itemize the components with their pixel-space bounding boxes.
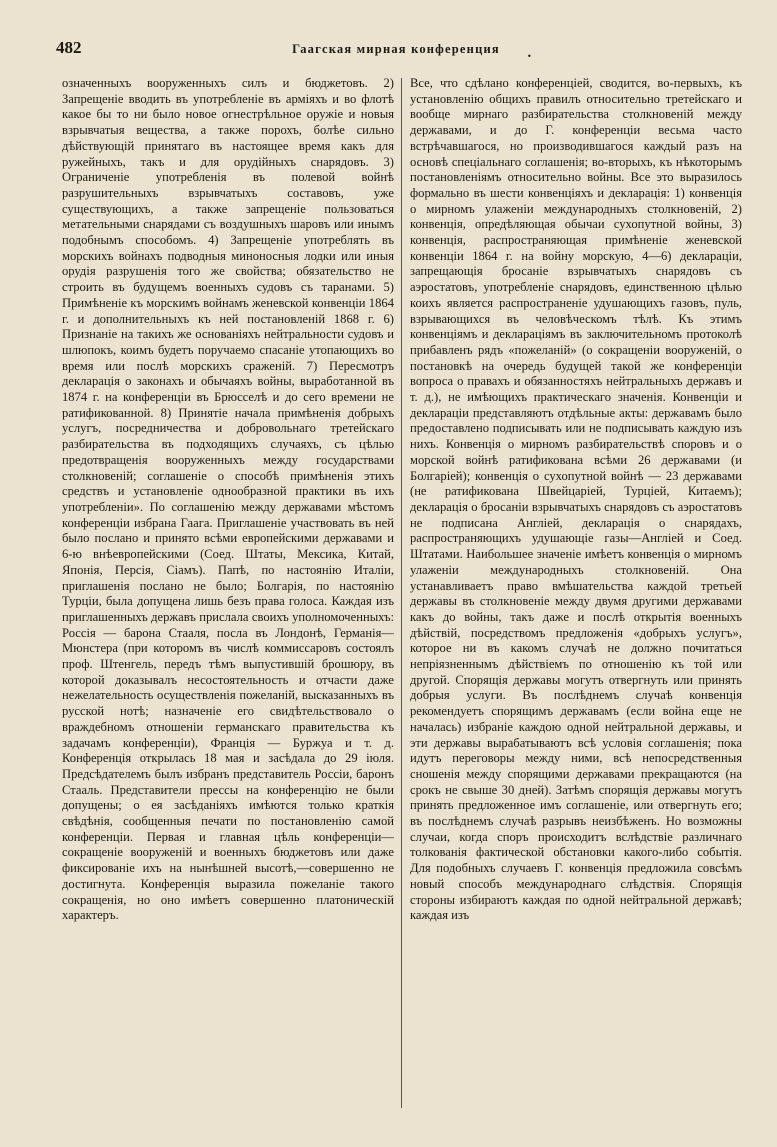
right-column-text: Все, что сдѣлано конференціей, сводится, во-первыхъ, къ установленію общихъ правилъ относительно третейскаго и вообще мирнаго разбирательства столкновеній между державами, и до Г. конференціи весьма часто встрѣчавшагося, но производившагося каждый разъ на основѣ спеціальнаго соглашенія; во-вторыхъ, къ нѣкоторымъ постановленіямъ относительно войны. Все это выразилось формально въ шести конвенціяхъ и декларація: 1) конвенція о мирномъ улаженіи международныхъ столкновеній, 2) конвенція, опредѣляющая обычаи сухопутной войны, 3) конвенція, распространяющая примѣненіе женевской конвенціи 1864 г. на войну морскую, 4—6) деклараціи, запрещающія бросаніе взрывчатыхъ снарядовъ съ аэростатовъ, употребленіе снарядовъ, единственною цѣлью коихъ является распространеніе удушающихъ газовъ, пуль, взрывающихся въ человѣческомъ тѣлѣ. Къ этимъ конвенціямъ и деклараціямъ въ заключительномъ протоколѣ прибавленъ рядъ «пожеланій» (о сокращеніи вооруженій, о постановкѣ на очередь будущей такой же конференціи вопроса о правахъ и обязанностяхъ нейтральныхъ державъ и т. д.), не имѣющихъ практическаго значенія. Конвенціи и деклараціи представляютъ отдѣльные акты: державамъ было предоставлено подписывать или не подписывать каждую изъ нихъ. Конвенція о мирномъ разбирательствѣ споровъ и о морской войнѣ ратификована всѣми 26 державами (и Болгаріей); конвенція о сухопутной войнѣ — 23 державами (не ратификована Швейцаріей, Турціей, Китаемъ); декларація о бросаніи взрывчатыхъ снарядовъ съ аэростатовъ не подписана Англіей, декларація о снарядахъ, распространяющихъ удушающіе газы—Англіей и Соед. Штатами. Наибольшее значеніе имѣетъ конвенція о мирномъ улаженіи международныхъ столкновеній. Она устанавливаетъ право вмѣшательства каждой третьей державы въ столкновеніе между двумя другими державами какъ до войны, такъ даже и послѣ открытія военныхъ дѣйствій, посредствомъ предложенія «добрыхъ услугъ», которое ни въ какомъ случаѣ не должно почитаться непріязненнымъ дѣйствіемъ по отношенію къ той или другой. Спорящія державы могутъ отвергнуть или принять добрыя услуги. Въ послѣднемъ случаѣ конвенція рекомендуетъ спорящимъ державамъ (если война еще не началась) избраніе каждою одной нейтральной державы, и эти державы вырабатываютъ всѣ условія соглашенія; пока идутъ переговоры между ними, всѣ непосредственныя сношенія между спорящими державами прекращаются (на срокъ не свыше 30 дней). Затѣмъ спорящія державы могутъ принять предложенное имъ соглашеніе, или отвергнуть его; въ послѣднемъ случаѣ разрывъ неизбѣженъ. Но возможны случаи, когда споръ происходитъ вслѣдствіе различнаго толкованія фактической обстановки какого-либо событія. Для подобныхъ случаевъ Г. конвенція предложила совсѣмъ новый способъ международнаго слѣдствія. Спорящія стороны избираютъ каждая по одной нейтральной державѣ; каждая изъ — [410, 76, 742, 923]
left-column — [62, 76, 394, 1116]
right-column — [410, 76, 742, 1116]
page-header — [56, 36, 736, 64]
column-divider — [401, 78, 402, 1108]
left-column-text: означенныхъ вооруженныхъ силъ и бюджетовъ. 2) Запрещеніе вводить въ употребленіе въ арміяхъ и во флотѣ какое бы то ни было новое огнестрѣльное оружіе и новыя взрывчатыя вещества, а также порохъ, болѣе сильно дѣйствующій принятаго въ настоящее время какъ для ружейныхъ, такъ и для орудійныхъ снарядовъ. 3) Ограниченіе употребленія въ полевой войнѣ разрушительныхъ взрывчатыхъ составовъ, уже существующихъ, а также запрещеніе пользоваться метательными снарядами съ воздушныхъ шаровъ или инымъ подобнымъ способомъ. 4) Запрещеніе употреблять въ морскихъ войнахъ подводныя миноносныя лодки или иныя орудія разрушенія того же свойства; обязательство не строить въ будущемъ военныхъ судовъ съ таранами. 5) Примѣненіе къ морскимъ войнамъ женевской конвенціи 1864 г. и дополнительныхъ къ ней постановленій 1868 г. 6) Признаніе на такихъ же основаніяхъ нейтральности судовъ и шлюпокъ, коимъ будетъ поручаемо спасаніе утопающихъ во время или послѣ морскихъ сраженій. 7) Пересмотръ декларація о законахъ и обычаяхъ войны, выработанной въ 1874 г. на конференціи въ Брюсселѣ и до сего времени не ратификованной. 8) Принятіе начала примѣненія добрыхъ услугъ, посредничества и добровольнаго третейскаго разбирательства въ подходящихъ случаяхъ, съ цѣлью предотвращенія вооруженныхъ между государствами столкновеній; соглашеніе о способѣ примѣненія этихъ средствъ и установленіе однообразной практики въ ихъ употребленіи». По соглашенію между державами мѣстомъ конференціи избрана Гаага. Приглашеніе участвовать въ ней было послано и принято всѣми европейскими державами и 6-ю внѣевропейскими (Соед. Штаты, Мексика, Китай, Японія, Персія, Сіамъ). Папѣ, по настоянію Италіи, приглашенія послано не было; Болгарія, по настоянію Турціи, была допущена лишь безъ права голоса. Каждая изъ приглашенныхъ державъ прислала своихъ уполномоченныхъ: Россія — барона Стааля, посла въ Лондонѣ, Германія—Мюнстера (при которомъ въ числѣ коммиссаровъ состоялъ проф. Штенгель, передъ тѣмъ выпустившій брошюру, въ которой доказывалъ несостоятельность и отчасти даже нежелательность осуществленія пожеланій, высказанныхъ въ русской нотѣ; назначеніе его свидѣтельствовало о враждебномъ отношеніи германскаго правительства къ задачамъ конференціи), Франція — Буржуа и т. д. Конференція открылась 18 мая и засѣдала до 29 іюля. Предсѣдателемъ былъ избранъ представитель Россіи, баронъ Стааль. Представители прессы на конференцію не были допущены; о ея засѣданіяхъ имѣются только краткія свѣдѣнія, сообщенныя печати по постановленію самой конференціи. Первая и главная цѣль конференціи—сокращеніе вооруженій и военныхъ бюджетовъ или даже фиксированіе ихъ на нынѣшней высотѣ,—совершенно не достигнута. Конференція выразила пожеланіе такого сокращенія, но оно имѣетъ совершенно платоническій характеръ. — [62, 76, 394, 923]
running-title: Гаагская мирная конференция — [292, 42, 500, 56]
page-number: 482 — [56, 38, 82, 57]
header-ornament: • — [527, 52, 532, 61]
